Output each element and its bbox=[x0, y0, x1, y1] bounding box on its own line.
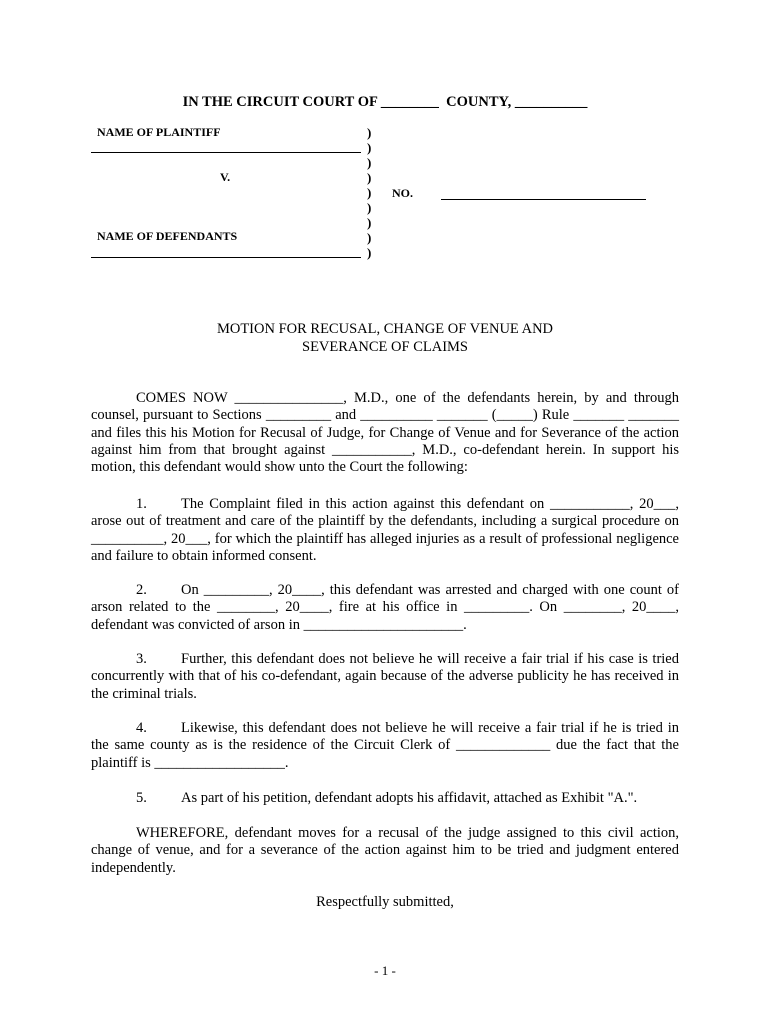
numbered-paragraph bbox=[91, 496, 679, 565]
case-number-line bbox=[441, 199, 646, 200]
case-number-label: NO. bbox=[392, 186, 413, 200]
paragraph-text: As part of his petition, defendant adopts his affidavit, attached as Exhibit "A.". bbox=[181, 790, 638, 806]
paragraph-text: Further, this defendant does not believe he will receive a fair trial if his case is tried concurrently with that of his co-defendant, again because of the adverse publicity he has received in the criminal trials. bbox=[91, 651, 679, 702]
paren: ) bbox=[367, 125, 372, 140]
motion-title-line2: SEVERANCE OF CLAIMS bbox=[302, 339, 468, 355]
wherefore-paragraph bbox=[91, 825, 679, 877]
numbered-paragraph bbox=[91, 790, 679, 807]
wherefore-text: WHEREFORE, defendant moves for a recusal of the judge assigned to this civil action, change of venue, and for a severance of the action against him to be tried and judgment entered independently. bbox=[91, 825, 679, 876]
paragraph-number: 4. bbox=[136, 720, 147, 736]
court-heading: IN THE CIRCUIT COURT OF ________ COUNTY, __________ bbox=[182, 94, 588, 110]
paragraph-number: 5. bbox=[136, 790, 147, 806]
paren: ) bbox=[367, 155, 372, 170]
intro-paragraph bbox=[91, 390, 679, 476]
paren: ) bbox=[367, 170, 372, 185]
paragraph-text: Likewise, this defendant does not believe he will receive a fair trial if he is tried in the same county as is the residence of the Circuit Clerk of _____________ due the fact that the plaintiff is __________________. bbox=[91, 720, 679, 771]
paragraph-number: 3. bbox=[136, 651, 147, 667]
plaintiff-label: NAME OF PLAINTIFF bbox=[97, 125, 221, 139]
motion-title-line1: MOTION FOR RECUSAL, CHANGE OF VENUE AND bbox=[216, 321, 554, 337]
paren: ) bbox=[367, 245, 372, 260]
paren: ) bbox=[367, 215, 372, 230]
plaintiff-signature-line bbox=[91, 152, 361, 153]
paragraph-number: 1. bbox=[136, 496, 147, 512]
numbered-paragraph bbox=[91, 651, 679, 703]
numbered-paragraph bbox=[91, 582, 679, 634]
paragraph-text: The Complaint filed in this action against this defendant on ___________, 20___, arose out of treatment and care of the plaintiff by the defendants, including a surgical procedure on __________, 20___, for which the plaintiff has alleged injuries as a result of professional negligence and failure to obtain informed consent. bbox=[91, 496, 679, 564]
paren: ) bbox=[367, 185, 372, 200]
paragraph-number: 2. bbox=[136, 582, 147, 598]
versus-label: V. bbox=[220, 170, 231, 184]
intro-text: COMES NOW _______________, M.D., one of the defendants herein, by and through counsel, pursuant to Sections _________ and __________ _______ (_____) Rule _______ _______ and files this his Motion for Recusal of Judge, for Change of Venue and for Severance of the action against him from that brought against ___________, M.D., co-defendant herein. In support his motion, this defendant would show unto the Court the following: bbox=[91, 390, 679, 476]
defendants-label: NAME OF DEFENDANTS bbox=[97, 229, 238, 243]
page-number: - 1 - bbox=[374, 963, 396, 978]
paren: ) bbox=[367, 200, 372, 215]
paren: ) bbox=[367, 230, 372, 245]
paren: ) bbox=[367, 140, 372, 155]
closing-text: Respectfully submitted, bbox=[316, 894, 454, 910]
numbered-paragraph bbox=[91, 720, 679, 772]
paragraph-text: On _________, 20____, this defendant was arrested and charged with one count of arson related to the ________, 20____, fire at his office in _________. On ________, 20____, defendant was convicted of arson in ______________________. bbox=[91, 582, 679, 633]
defendants-signature-line bbox=[91, 257, 361, 258]
